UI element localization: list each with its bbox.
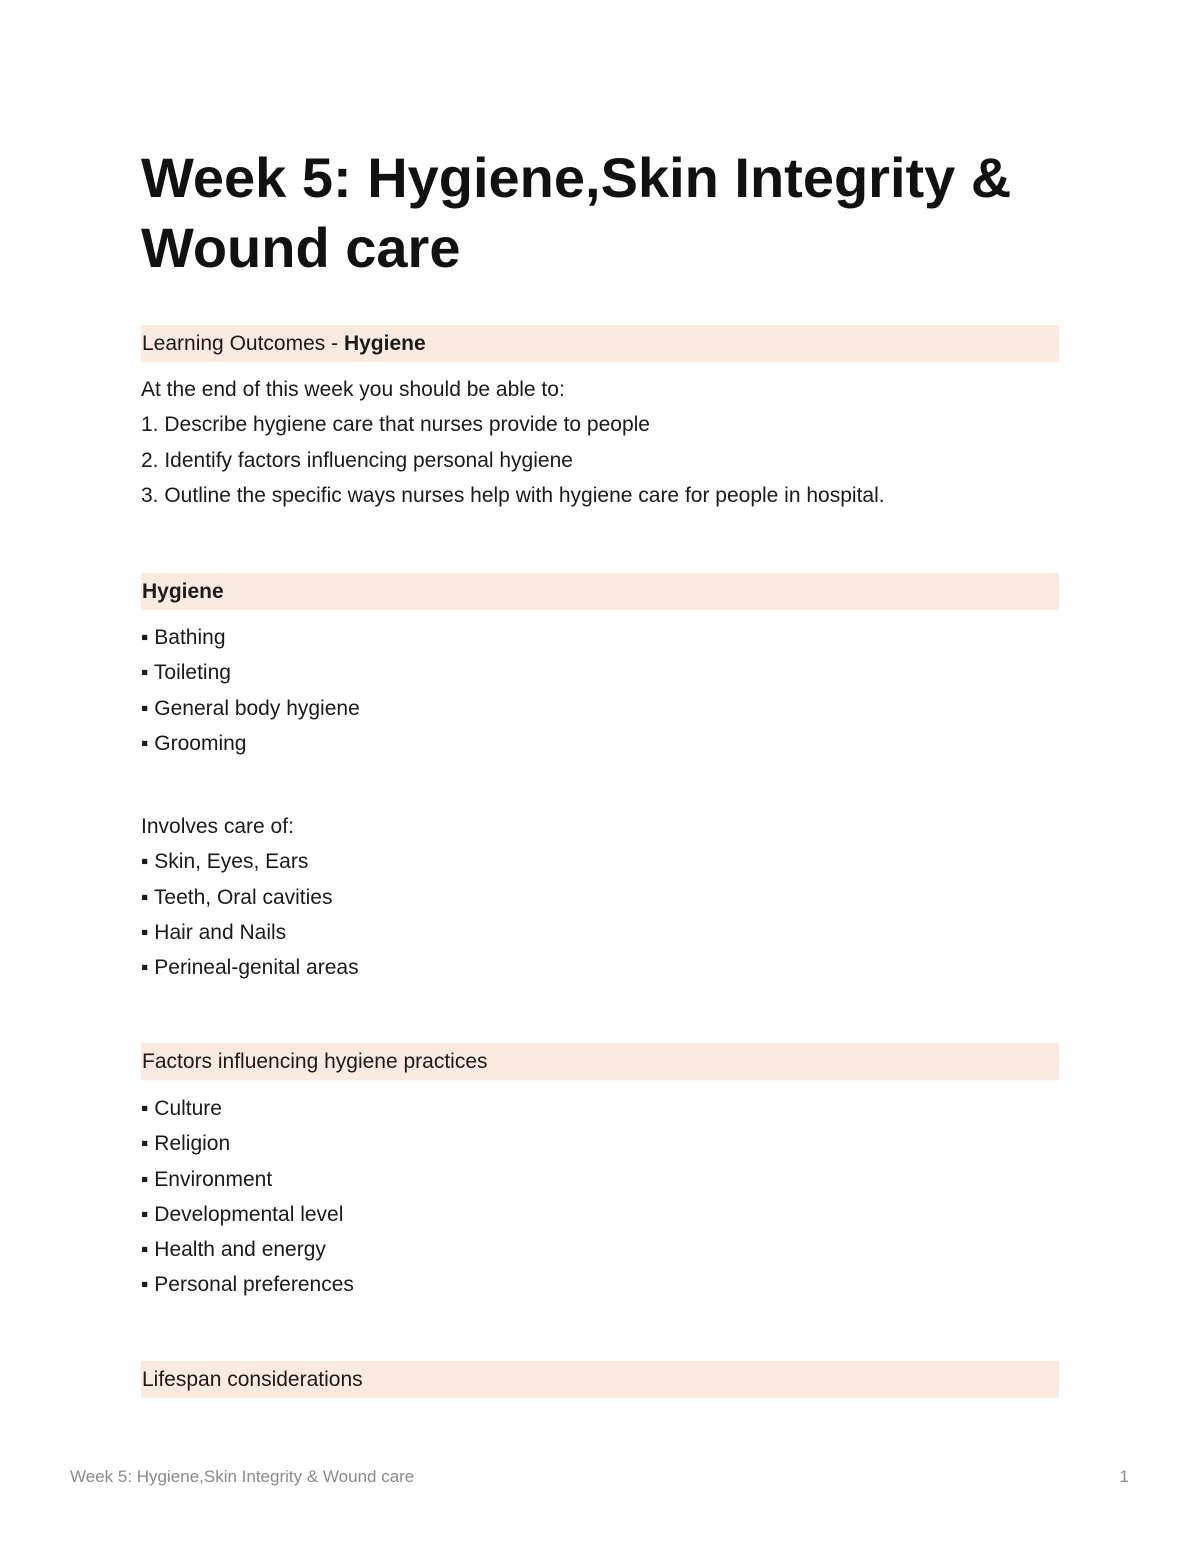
list-item: ▪ Bathing [141, 626, 226, 649]
care-list [141, 809, 1071, 985]
list-item: ▪ Developmental level [141, 1202, 344, 1226]
list-item: ▪ Skin, Eyes, Ears [141, 850, 309, 874]
list-item: ▪ Toileting [141, 661, 231, 685]
outcomes-intro: At the end of this week you should be able to: [141, 378, 565, 401]
list-item: ▪ Teeth, Oral cavities [141, 885, 333, 909]
list-item: 2. Identify factors influencing personal hygiene [141, 448, 573, 472]
care-intro: Involves care of: [141, 815, 294, 838]
list-item: ▪ Health and energy [141, 1238, 326, 1262]
callout-factors [141, 1043, 1059, 1080]
list-item: ▪ Hair and Nails [141, 920, 287, 944]
list-item: 1. Describe hygiene care that nurses provide to people [141, 413, 650, 437]
list-item: ▪ Perineal-genital areas [141, 956, 359, 980]
page-title: Week 5: Hygiene,Skin Integrity & Wound care [141, 146, 1012, 279]
callout-heading-prefix: Learning Outcomes - [142, 332, 344, 355]
list-item: 3. Outline the specific ways nurses help with hygiene care for people in hospital. [141, 483, 885, 507]
list-item: ▪ Religion [141, 1132, 231, 1156]
callout-learning-outcomes [141, 325, 1059, 362]
list-item: ▪ General body hygiene [141, 696, 360, 720]
callout-heading: Factors influencing hygiene practices [142, 1050, 488, 1073]
factors-list [141, 1091, 1071, 1303]
callout-heading: Lifespan considerations [142, 1368, 363, 1391]
list-item: ▪ Culture [141, 1097, 222, 1120]
list-item: ▪ Personal preferences [141, 1273, 354, 1297]
list-item: ▪ Environment [141, 1167, 273, 1191]
callout-hygiene [141, 573, 1059, 610]
callout-heading-bold: Hygiene [343, 332, 426, 355]
footer-page-number: 1 [1119, 1467, 1129, 1486]
callout-lifespan [141, 1361, 1059, 1398]
hygiene-list [141, 620, 1071, 761]
learning-outcomes-list [141, 372, 1071, 513]
callout-heading-bold: Hygiene [142, 580, 224, 603]
footer-title: Week 5: Hygiene,Skin Integrity & Wound care [70, 1467, 415, 1486]
list-item: ▪ Grooming [141, 731, 247, 755]
